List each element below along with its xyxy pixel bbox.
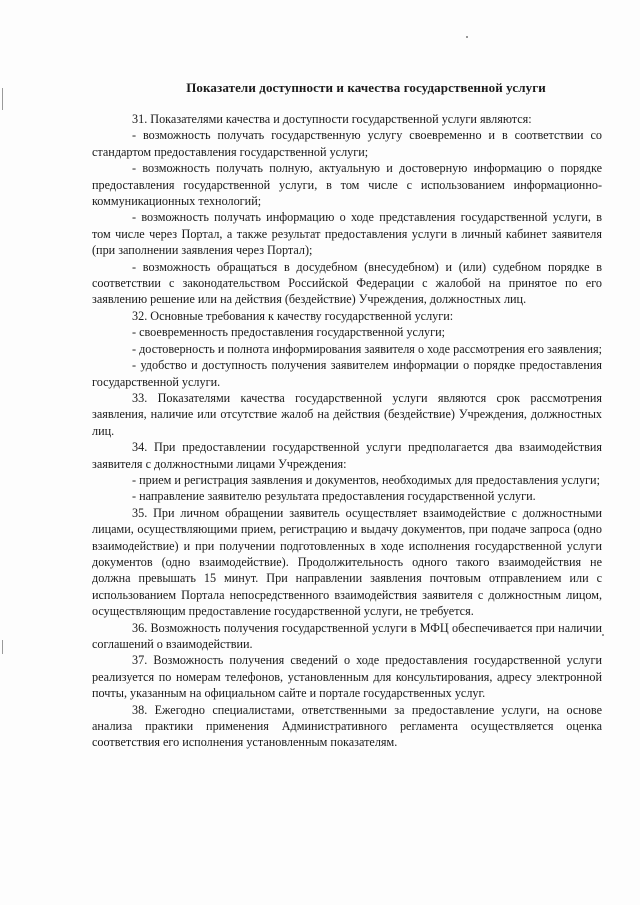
paragraph: - возможность получать полную, актуальную и достоверную информацию о порядке предоставления государственной услуги, в том числе с использованием информационно-коммуникационных технологий; bbox=[92, 161, 602, 209]
paragraph: 37. Возможность получения сведений о ходе предоставления государственной услуги реализуется по номерам телефонов, установленным для консультирования, адресу электронной почты, указанным на официальном сайте и портале государственных услуг. bbox=[92, 653, 602, 701]
paragraph: 34. При предоставлении государственной услуги предполагается два взаимодействия заявителя с должностными лицами Учреждения: bbox=[92, 440, 602, 471]
paragraph: 31. Показателями качества и доступности государственной услуги являются: bbox=[132, 112, 532, 126]
scan-speck bbox=[602, 634, 604, 636]
document-body bbox=[92, 111, 602, 751]
paragraph: - своевременность предоставления государственной услуги; bbox=[132, 325, 446, 340]
document-title: Показатели доступности и качества государственной услуги bbox=[186, 80, 546, 95]
paragraph: 33. Показателями качества государственной услуги являются срок рассмотрения заявления, наличие или отсутствие жалоб на действия (бездействие) Учреждения, должностных лиц. bbox=[92, 390, 602, 438]
scan-speck bbox=[466, 36, 468, 38]
paragraph: - возможность обращаться в досудебном (внесудебном) и (или) судебном порядке в соответствии с законодательством Российской Федерации с жалобой на принятое по его заявлению решение или на действия (бездействие) Учреждения, должностных лиц. bbox=[92, 259, 602, 307]
paragraph: - возможность получать государственную услугу своевременно и в соответствии со стандартом предоставления государственной услуги; bbox=[92, 128, 602, 159]
paragraph: - возможность получать информацию о ходе представления государственной услуги, в том числе через Портал, а также результат предоставления услуги в личный кабинет заявителя (при заполнении заявления через Портал); bbox=[92, 210, 602, 258]
paragraph: 36. Возможность получения государственной услуги в МФЦ обеспечивается при наличии соглашений о взаимодействии. bbox=[92, 620, 602, 651]
paragraph: 38. Ежегодно специалистами, ответственными за предоставление услуги, на основе анализа практики применения Административного регламента осуществляется оценка соответствия его исполнения установленным показателям. bbox=[92, 702, 602, 750]
paragraph: - достоверность и полнота информирования заявителя о ходе рассмотрения его заявления; bbox=[132, 341, 602, 356]
paragraph: - прием и регистрация заявления и документов, необходимых для предоставления услуги; bbox=[132, 472, 600, 487]
paragraph: - направление заявителю результата предоставления государственной услуги. bbox=[132, 489, 536, 504]
scan-edge-mark bbox=[2, 640, 3, 654]
paragraph: 32. Основные требования к качеству государственной услуги: bbox=[132, 308, 454, 323]
paragraph: - удобство и доступность получения заявителем информации о порядке предоставления государственной услуги. bbox=[92, 358, 602, 389]
paragraph: 35. При личном обращении заявитель осуществляет взаимодействие с должностными лицами, осуществляющими прием, регистрацию и выдачу документов, при подаче запроса (одно взаимодействие) и при получении подготовленных в ходе исполнения государственной услуги документов (одно взаимодействие). Продолжительность одного такого взаимодействия не должна превышать 15 минут. При направлении заявления почтовым отправлением или с использованием Портала непосредственного взаимодействия заявителя с должностным лицом, осуществляющим предоставление государственной услуги, не требуется. bbox=[92, 505, 602, 619]
